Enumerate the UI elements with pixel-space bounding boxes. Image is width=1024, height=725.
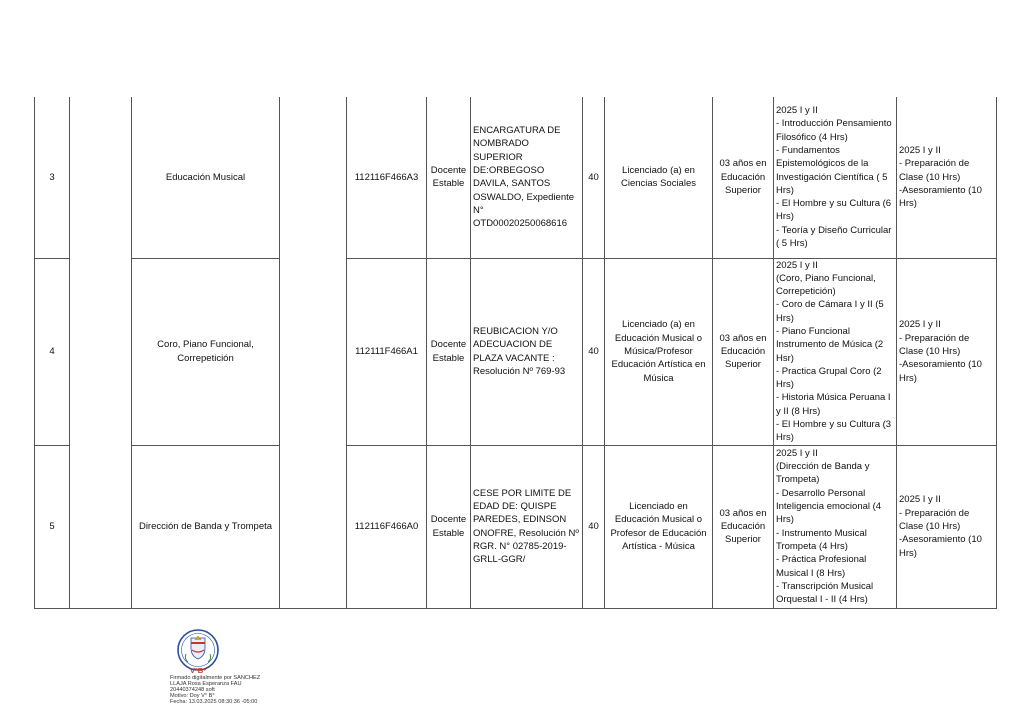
- vacancy-table-container: [34, 97, 996, 609]
- signature-line: LLAJA Rosa Esperanza FAU: [170, 681, 242, 688]
- course-line: - Teoría y Diseño Curricular ( 5 Hrs): [776, 224, 892, 250]
- code-cell: 112116F466A0: [347, 445, 427, 608]
- nonteaching-line: - Preparación de Clase (10 Hrs): [899, 332, 970, 357]
- course-line: - Transcripción Musical Orquestal I - II (4 Hrs): [776, 580, 874, 606]
- experience-cell: 03 años en Educación Superior: [713, 97, 774, 258]
- code-cell: 112116F466A3: [347, 97, 427, 258]
- hours-cell: 40: [583, 258, 605, 445]
- seal-label: VºBº: [190, 666, 206, 675]
- experience-cell: 03 años en Educación Superior: [713, 445, 774, 608]
- reason-cell: REUBICACION Y/O ADECUACION DE PLAZA VACANTE : Resolución Nº 769-93: [471, 258, 583, 445]
- signature-line: 20440374248 soft: [170, 687, 215, 694]
- table-row: [35, 258, 997, 445]
- hours-cell: 40: [583, 97, 605, 258]
- course-line: - El Hombre y su Cultura (3 Hrs): [776, 419, 892, 444]
- course-line: - Práctica Profesional Musical I (8 Hrs): [776, 554, 867, 579]
- nonteaching-cell: [897, 258, 997, 445]
- reason-cell: CESE POR LIMITE DE EDAD DE: QUISPE PAREDES, EDINSON ONOFRE, Resolución Nº RGR. N° 02785-2019-GRLL-GGR/: [471, 445, 583, 608]
- course-line: 2025 I y II: [776, 259, 818, 271]
- nonteaching-line: - Preparación de Clase (10 Hrs): [899, 158, 970, 183]
- signature-text: [170, 675, 310, 705]
- nonteaching-line: - Preparación de Clase (10 Hrs): [899, 507, 970, 532]
- signature-line: Fecha: 13.03.2025 08:30:36 -05:00: [170, 699, 258, 706]
- reason-cell: ENCARGATURA DE NOMBRADO SUPERIOR DE:ORBEGOSO DAVILA, SANTOS OSWALDO, Expediente N° OTD00020250068616: [471, 97, 583, 258]
- condition-cell: Docente Estable: [427, 445, 471, 608]
- profile-cell: Licenciado (a) en Educación Musical o Música/Profesor Educación Artística en Música: [605, 258, 713, 445]
- course-line: (Coro, Piano Funcional, Correpetición): [776, 272, 876, 298]
- course-line: - Coro de Cámara I y II (5 Hrs): [776, 299, 884, 324]
- profile-cell: Licenciado en Educación Musical o Profesor de Educación Artística - Música: [605, 445, 713, 608]
- table-row: [35, 445, 997, 608]
- nonteaching-line: 2025 I y II: [899, 319, 941, 331]
- nonteaching-line: -Asesoramiento (10 Hrs): [899, 359, 982, 384]
- signature-line: Motivo: Doy V° B°: [170, 693, 215, 700]
- vacancy-table: [34, 97, 997, 609]
- hours-cell: 40: [583, 445, 605, 608]
- courses-cell: [774, 97, 897, 258]
- nonteaching-cell: [897, 97, 997, 258]
- course-line: - Introducción Pensamiento Filosófico (4 Hrs): [776, 118, 892, 143]
- row-number: 3: [35, 97, 70, 258]
- nonteaching-line: -Asesoramiento (10 Hrs): [899, 534, 982, 559]
- nonteaching-line: -Asesoramiento (10 Hrs): [899, 184, 982, 210]
- specialty-cell: Dirección de Banda y Trompeta: [132, 445, 280, 608]
- specialty-cell: Educación Musical: [132, 97, 280, 258]
- empty-column-cell: [280, 97, 347, 608]
- condition-cell: Docente Estable: [427, 258, 471, 445]
- empty-column-cell: [70, 97, 132, 608]
- code-cell: 112111F466A1: [347, 258, 427, 445]
- course-line: - Historia Música Peruana I y II (8 Hrs): [776, 392, 891, 417]
- nonteaching-line: 2025 I y II: [899, 494, 941, 506]
- nonteaching-line: 2025 I y II: [899, 145, 941, 156]
- course-line: (Dirección de Banda y Trompeta): [776, 461, 870, 486]
- course-line: 2025 I y II: [776, 447, 818, 459]
- profile-cell: Licenciado (a) en Ciencias Sociales: [605, 97, 713, 258]
- course-line: - El Hombre y su Cultura (6 Hrs): [776, 198, 892, 223]
- course-line: - Instrumento Musical Trompeta (4 Hrs): [776, 527, 867, 552]
- official-seal-icon: [174, 628, 222, 676]
- course-line: 2025 I y II: [776, 105, 818, 117]
- specialty-cell: Coro, Piano Funcional, Correpetición: [132, 258, 280, 445]
- row-number: 5: [35, 445, 70, 608]
- signature-line: Firmado digitalmente por SANCHEZ: [170, 675, 261, 681]
- course-line: - Piano Funcional Instrumento de Música (2 Hsr): [776, 325, 884, 364]
- row-number: 4: [35, 258, 70, 445]
- course-line: - Desarrollo Personal Inteligencia emocional (4 Hrs): [776, 487, 882, 526]
- nonteaching-cell: [897, 445, 997, 608]
- courses-cell: [774, 258, 897, 445]
- courses-cell: [774, 445, 897, 608]
- course-line: - Practica Grupal Coro (2 Hrs): [776, 365, 882, 391]
- experience-cell: 03 años en Educación Superior: [713, 258, 774, 445]
- condition-cell: Docente Estable: [427, 97, 471, 258]
- course-line: - Fundamentos Epistemológicos de la Investigación Científica ( 5 Hrs): [776, 145, 888, 196]
- table-row: [35, 97, 997, 258]
